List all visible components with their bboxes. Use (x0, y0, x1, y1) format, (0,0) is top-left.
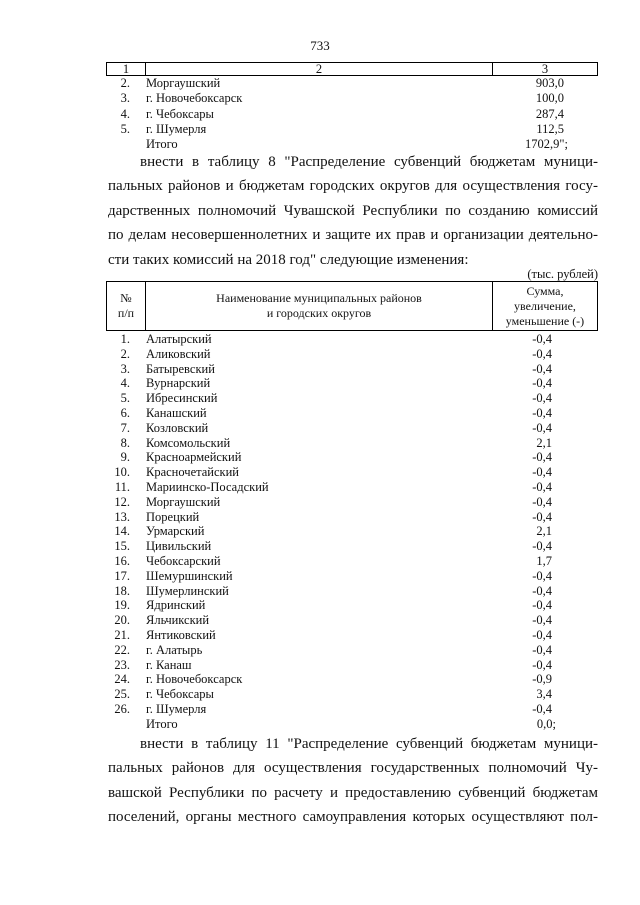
row-number: 3. (120, 91, 130, 106)
row-name: Мариинско-Посадский (146, 479, 269, 494)
row-number: 2. (120, 346, 130, 361)
row-value: -0,4 (532, 450, 552, 465)
row-name: Цивильский (146, 539, 212, 554)
page-number: 733 (310, 38, 330, 53)
row-value: -0,4 (532, 361, 552, 376)
row-value: -0,4 (532, 627, 552, 642)
table-row (106, 495, 598, 510)
row-value: -0,4 (532, 376, 552, 391)
table-row (106, 554, 598, 569)
row-number: 24. (114, 672, 130, 687)
row-name: Комсомольский (146, 435, 231, 450)
row-number: 10. (114, 465, 130, 480)
table-row (106, 122, 598, 137)
paragraph-line: по делам несовершеннолетних и защите их прав и организации деятельно- (108, 227, 598, 244)
row-value: 112,5 (536, 121, 564, 136)
row-value: -0,4 (532, 583, 552, 598)
header-name-line: Наименование муниципальных районов (216, 291, 422, 305)
row-number: 16. (114, 553, 130, 568)
row-number: 5. (120, 391, 130, 406)
table-row (106, 628, 598, 643)
row-name: Урмарский (146, 524, 205, 539)
row-value: -0,4 (532, 657, 552, 672)
table-row (106, 658, 598, 673)
row-name: Яльчикский (146, 613, 210, 628)
row-value: -0,4 (532, 420, 552, 435)
table-row (106, 539, 598, 554)
paragraph-line: внести в таблицу 8 "Распределение субвенций бюджетам муници- (140, 154, 598, 170)
row-number: 21. (114, 627, 130, 642)
table-header-row (106, 62, 598, 76)
paragraph-line: внести в таблицу 11 "Распределение субвенций бюджетам муници- (140, 736, 598, 752)
table-row (106, 107, 598, 122)
row-name: Шемуршинский (146, 568, 233, 583)
table-row (106, 598, 598, 613)
row-number: 17. (114, 568, 130, 583)
row-number: 15. (114, 539, 130, 554)
row-name: Батыревский (146, 361, 215, 376)
row-number: 12. (114, 494, 130, 509)
table-continuation (106, 62, 598, 152)
table-row (106, 450, 598, 465)
table-row (106, 510, 598, 525)
table-row (106, 421, 598, 436)
row-number: 19. (114, 598, 130, 613)
column-header-3: 3 (541, 62, 549, 76)
row-name: Ибресинский (146, 391, 218, 406)
row-value: -0,4 (532, 613, 552, 628)
header-number-line: п/п (117, 306, 135, 320)
row-name: г. Шумерля (146, 701, 207, 716)
table-row (106, 643, 598, 658)
row-value: 2,1 (536, 435, 552, 450)
total-label: Итого (146, 137, 178, 152)
row-value: -0,4 (532, 509, 552, 524)
row-number: 4. (120, 106, 130, 121)
table-row (106, 362, 598, 377)
row-name: г. Алатырь (146, 642, 203, 657)
row-name: Красноармейский (146, 450, 242, 465)
row-number: 5. (120, 121, 130, 136)
row-value: -0,4 (532, 465, 552, 480)
header-sum-line: Сумма, (526, 283, 564, 298)
table-row (106, 91, 598, 106)
row-name: Моргаушский (146, 494, 221, 509)
row-name: Канашский (146, 405, 207, 420)
row-name: Аликовский (146, 346, 211, 361)
row-name: Красночетайский (146, 465, 239, 480)
row-name: Порецкий (146, 509, 200, 524)
row-number: 18. (114, 583, 130, 598)
row-value: -0,4 (532, 701, 552, 716)
header-sum (493, 282, 597, 330)
paragraph-table-8 (108, 150, 598, 272)
row-value: -0,4 (532, 598, 552, 613)
row-name: г. Канаш (146, 657, 192, 672)
row-number: 7. (120, 420, 130, 435)
row-number: 14. (114, 524, 130, 539)
row-number: 9. (120, 450, 130, 465)
table-row (106, 524, 598, 539)
total-label: Итого (146, 716, 178, 731)
row-value: 903,0 (535, 76, 564, 90)
column-header-1: 1 (107, 63, 146, 75)
row-number: 11. (114, 479, 130, 494)
table-row (106, 76, 598, 91)
units-label: (тыс. рублей) (527, 267, 598, 281)
row-name: Янтиковский (146, 627, 216, 642)
row-value: -0,4 (532, 332, 552, 346)
header-name (146, 282, 493, 330)
paragraph-line: вашской Республики по расчету и предоставлению субвенций бюджетам (108, 784, 598, 801)
header-number (107, 282, 146, 330)
paragraph-line: поселений, органы местного самоуправления которых осуществляют пол- (108, 809, 598, 826)
table-row (106, 332, 598, 347)
row-name: Чебоксарский (146, 553, 221, 568)
row-value: -0,4 (532, 405, 552, 420)
paragraph-table-11 (108, 732, 598, 830)
row-value: 2,1 (536, 524, 552, 539)
row-value: -0,4 (532, 494, 552, 509)
table-row (106, 687, 598, 702)
row-value: 1,7 (536, 553, 552, 568)
subventions-table (106, 281, 598, 732)
table-row (106, 347, 598, 362)
table-row (106, 584, 598, 599)
paragraph-line: пальных районов и бюджетам городских округов для осуществления госу- (108, 178, 598, 195)
row-name: г. Новочебоксарск (146, 672, 243, 687)
total-value: 0,0; (536, 716, 556, 731)
row-name: г. Новочебоксарск (146, 91, 243, 106)
row-name: Шумерлинский (146, 583, 229, 598)
row-number: 2. (120, 76, 130, 90)
table-header-row (106, 281, 598, 331)
table-row (106, 406, 598, 421)
row-name: Козловский (146, 420, 209, 435)
row-value: 3,4 (536, 687, 552, 702)
row-name: Вурнарский (146, 376, 211, 391)
row-value: -0,4 (532, 642, 552, 657)
row-number: 20. (114, 613, 130, 628)
row-number: 26. (114, 701, 130, 716)
row-number: 1. (120, 332, 130, 346)
row-name: г. Чебоксары (146, 106, 214, 121)
row-name: Моргаушский (146, 76, 221, 90)
header-name-line: и городских округов (266, 306, 372, 320)
table-row (106, 702, 598, 717)
paragraph-line: пальных районов для осуществления государственных полномочий Чу- (108, 760, 598, 777)
table-row (106, 391, 598, 406)
row-number: 13. (114, 509, 130, 524)
header-sum-line: увеличение, (514, 298, 576, 313)
table-row (106, 465, 598, 480)
row-name: г. Шумерля (146, 121, 207, 136)
table-row (106, 672, 598, 687)
row-value: -0,4 (532, 346, 552, 361)
row-value: -0,4 (532, 479, 552, 494)
row-number: 4. (120, 376, 130, 391)
row-name: г. Чебоксары (146, 687, 214, 702)
total-value: 1702,9"; (525, 137, 568, 152)
row-name: Ядринский (146, 598, 206, 613)
table-row (106, 613, 598, 628)
row-value: -0,4 (532, 391, 552, 406)
row-value: -0,4 (532, 568, 552, 583)
paragraph-line: сти таких комиссий на 2018 год" следующие изменения: (108, 251, 469, 268)
row-number: 8. (120, 435, 130, 450)
paragraph-line: дарственных полномочий Чувашской Республики по созданию комиссий (108, 202, 598, 219)
table-row (106, 480, 598, 495)
table-total-row (106, 717, 598, 732)
row-value: 100,0 (535, 91, 564, 106)
row-value: -0,9 (532, 672, 552, 687)
row-value: -0,4 (532, 539, 552, 554)
table-body (106, 76, 598, 137)
row-value: 287,4 (535, 106, 564, 121)
row-number: 25. (114, 687, 130, 702)
row-number: 23. (114, 657, 130, 672)
table-row (106, 569, 598, 584)
row-number: 6. (120, 405, 130, 420)
table-row (106, 436, 598, 451)
header-sum-line: уменьшение (-) (505, 313, 585, 328)
row-number: 3. (120, 361, 130, 376)
table-row (106, 376, 598, 391)
column-header-2: 2 (146, 63, 493, 75)
row-number: 22. (114, 642, 130, 657)
header-number-line: № (120, 291, 132, 305)
row-name: Алатырский (146, 332, 212, 346)
table-body (106, 332, 598, 717)
